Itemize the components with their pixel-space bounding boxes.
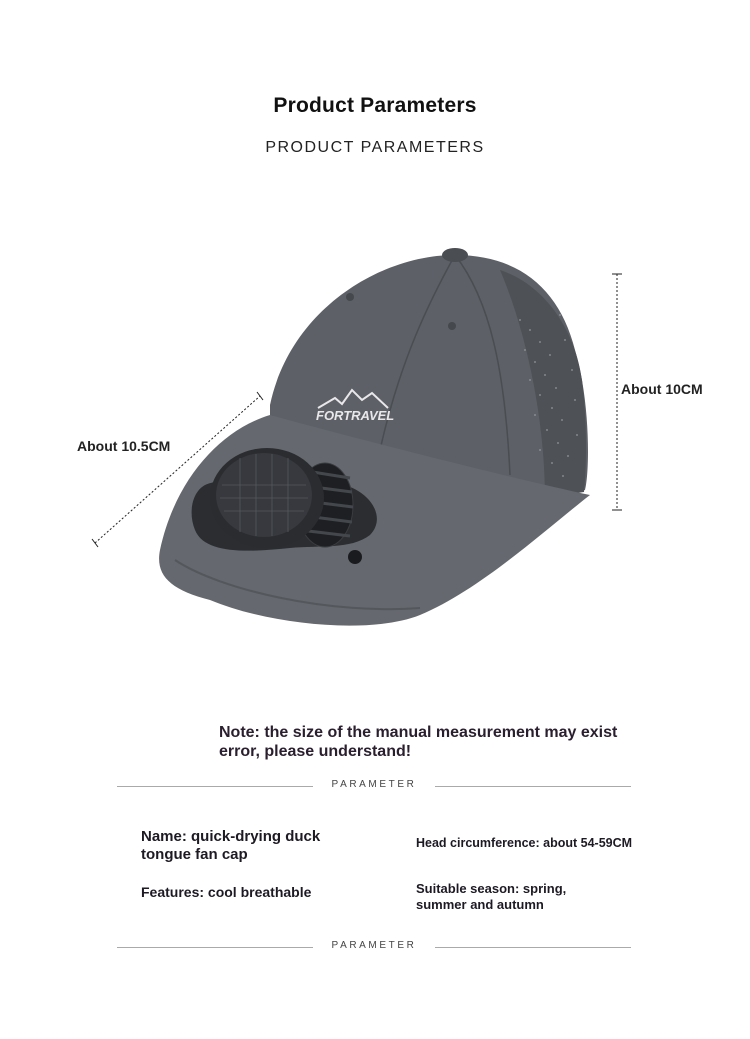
divider-label: PARAMETER bbox=[331, 940, 417, 951]
parameter-divider-top bbox=[117, 779, 631, 793]
divider-label: PARAMETER bbox=[331, 779, 417, 790]
cap-height-label: About 10CM bbox=[621, 381, 703, 397]
param-features: Features: cool breathable bbox=[141, 884, 312, 900]
divider-line bbox=[435, 786, 631, 787]
parameter-divider-bottom bbox=[117, 940, 631, 954]
measurement-note: Note: the size of the manual measurement may exist error, please understand! bbox=[219, 724, 618, 760]
page-title: Product Parameters bbox=[273, 94, 477, 117]
eyelet bbox=[448, 322, 456, 330]
cap-button bbox=[442, 248, 468, 262]
page-subtitle: PRODUCT PARAMETERS bbox=[265, 139, 485, 156]
eyelet bbox=[346, 293, 354, 301]
fan-cap-illustration bbox=[0, 230, 750, 690]
brim-length-label: About 10.5CM bbox=[77, 438, 171, 454]
divider-line bbox=[435, 947, 631, 948]
param-head-circumference: Head circumference: about 54-59CM bbox=[416, 836, 633, 850]
fan-switch bbox=[348, 550, 362, 564]
param-season: Suitable season: spring, summer and autumn bbox=[416, 881, 567, 912]
param-name: Name: quick-drying duck tongue fan cap bbox=[141, 828, 321, 863]
brand-logo-text: FORTRAVEL bbox=[316, 408, 395, 423]
product-image bbox=[0, 230, 750, 690]
